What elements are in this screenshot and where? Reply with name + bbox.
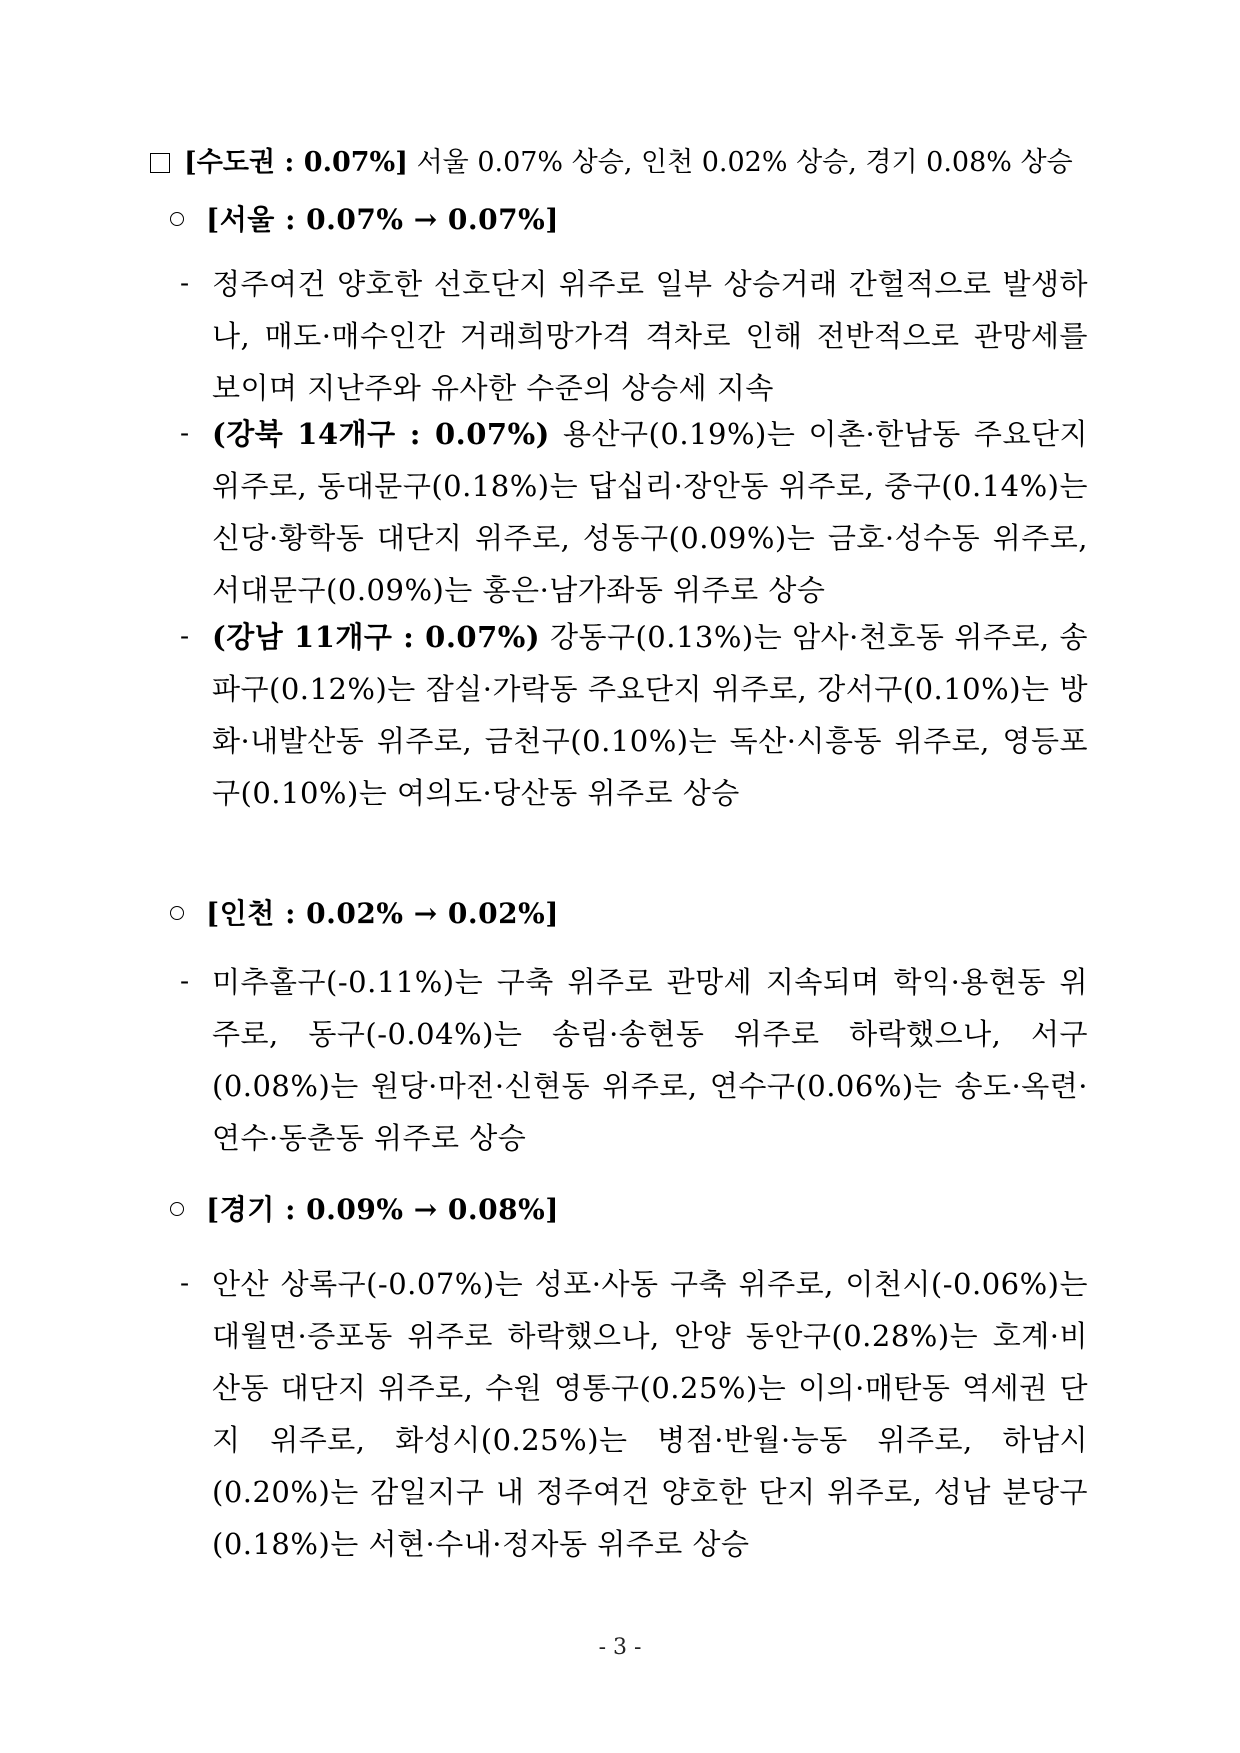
section-title-incheon: [인천 : 0.02% → 0.02%] bbox=[170, 894, 559, 934]
dash-bullet: - bbox=[180, 268, 190, 299]
item-text: (강남 11개구 : 0.07%) 강동구(0.13%)는 암사·천호동 위주로, 송파구(0.12%)는 잠실·가락동 주요단지 위주로, 강서구(0.10%)는 방화·내발산동 위주로, 금천구(0.10%)는 독산·시흥동 위주로, 영등포구(0.10%)는 여의도·당산동 위주로 상승 bbox=[212, 620, 1088, 810]
headline-text: 서울 0.07% 상승, 인천 0.02% 상승, 경기 0.08% 상승 bbox=[407, 147, 1073, 178]
item-text: 미추홀구(-0.11%)는 구축 위주로 관망세 지속되며 학익·용현동 위주로, 동구(-0.04%)는 송림·송현동 위주로 하락했으나, 서구(0.08%)는 원당·마전·신현동 위주로, 연수구(0.06%)는 송도·옥련·연수·동춘동 위주로 상승 bbox=[212, 965, 1088, 1155]
list-item bbox=[180, 956, 1088, 1164]
circle-bullet bbox=[170, 906, 184, 920]
page-number: - 3 - bbox=[598, 1635, 642, 1660]
dash-bullet: - bbox=[180, 966, 190, 997]
dash-bullet: - bbox=[180, 621, 190, 652]
list-item bbox=[180, 611, 1088, 819]
item-text: 정주여건 양호한 선호단지 위주로 일부 상승거래 간헐적으로 발생하나, 매도·매수인간 거래희망가격 격차로 인해 전반적으로 관망세를 보이며 지난주와 유사한 수준의 상승세 지속 bbox=[212, 267, 1088, 405]
headline bbox=[150, 143, 1080, 183]
circle-bullet bbox=[170, 212, 184, 226]
dash-bullet: - bbox=[180, 1268, 190, 1299]
section-title-seoul: [서울 : 0.07% → 0.07%] bbox=[170, 200, 559, 240]
list-item bbox=[180, 258, 1088, 414]
item-text: (강북 14개구 : 0.07%) 용산구(0.19%)는 이촌·한남동 주요단지 위주로, 동대문구(0.18%)는 답십리·장안동 위주로, 중구(0.14%)는 신당·황학동 대단지 위주로, 성동구(0.09%)는 금호·성수동 위주로, 서대문구(0.09%)는 홍은·남가좌동 위주로 상승 bbox=[212, 417, 1088, 607]
headline-label: [수도권 : 0.07%] bbox=[184, 147, 408, 178]
dash-bullet: - bbox=[180, 418, 190, 449]
item-text: 안산 상록구(-0.07%)는 성포·사동 구축 위주로, 이천시(-0.06%)는 대월면·증포동 위주로 하락했으나, 안양 동안구(0.28%)는 호계·비산동 대단지 위주로, 수원 영통구(0.25%)는 이의·매탄동 역세권 단지 위주로, 화성시(0.25%)는 병점·반월·능동 위주로, 하남시(0.20%)는 감일지구 내 정주여건 양호한 단지 위주로, 성남 분당구(0.18%)는 서현·수내·정자동 위주로 상승 bbox=[212, 1267, 1088, 1561]
list-item bbox=[180, 408, 1088, 616]
list-item bbox=[180, 1258, 1088, 1570]
checkbox-bullet bbox=[150, 153, 170, 173]
circle-bullet bbox=[170, 1202, 184, 1216]
section-title-gyeonggi: [경기 : 0.09% → 0.08%] bbox=[170, 1190, 559, 1230]
